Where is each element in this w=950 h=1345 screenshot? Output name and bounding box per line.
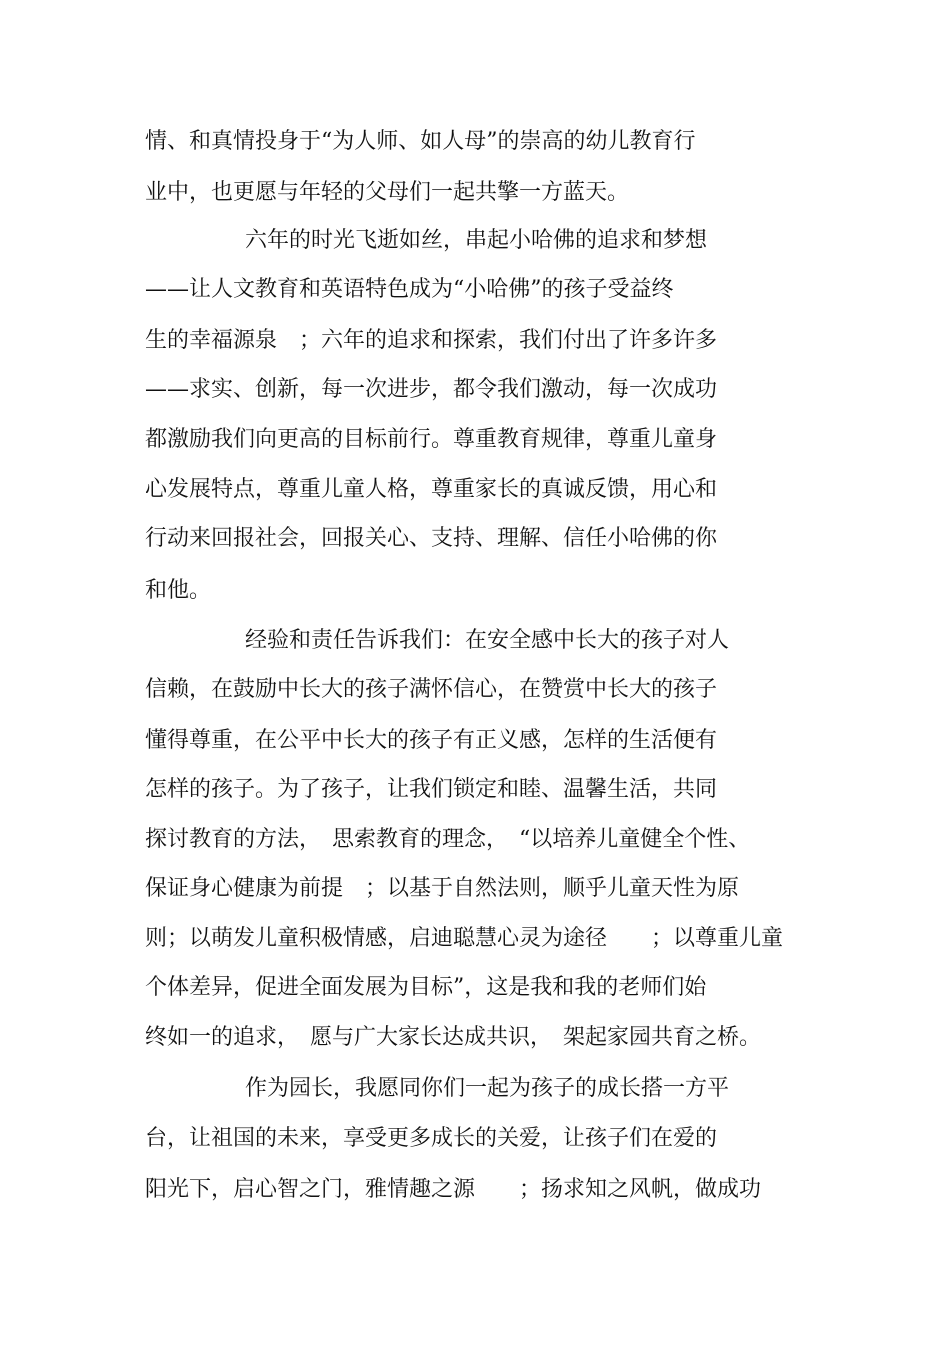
text-line: 台，让祖国的未来，享受更多成长的关爱，让孩子们在爱的 <box>145 1126 718 1151</box>
text-line: 怎样的孩子。为了孩子，让我们锁定和睦、温馨生活，共同 <box>145 777 718 802</box>
text-line: 懂得尊重，在公平中长大的孩子有正义感，怎样的生活便有 <box>145 728 718 753</box>
paragraph-first-line: 作为园长，我愿同你们一起为孩子的成长搭一方平 <box>245 1076 730 1101</box>
text-line: 则；以萌发儿童积极情感，启迪聪慧心灵为途径 ；以尊重儿童 <box>145 926 784 951</box>
text-line: 个体差异，促进全面发展为目标”，这是我和我的老师们始 <box>145 975 707 1000</box>
text-line: 和他。 <box>145 578 212 603</box>
paragraph-first-line: 六年的时光飞逝如丝，串起小哈佛的追求和梦想 <box>245 228 708 253</box>
text-line: 终如一的追求， 愿与广大家长达成共识， 架起家园共育之桥。 <box>145 1025 762 1050</box>
text-line: 阳光下，启心智之门，雅情趣之源 ；扬求知之风帆，做成功 <box>145 1177 762 1202</box>
text-line: 都激励我们向更高的目标前行。尊重教育规律，尊重儿童身 <box>145 427 718 452</box>
text-line: 情、和真情投身于“为人师、如人母”的崇高的幼儿教育行 <box>145 129 696 154</box>
text-line: 探讨教育的方法， 思索教育的理念， “以培养儿童健全个性、 <box>145 827 751 852</box>
text-line: 心发展特点，尊重儿童人格，尊重家长的真诚反馈，用心和 <box>145 477 718 502</box>
text-line: 行动来回报社会，回报关心、支持、理解、信任小哈佛的你 <box>145 526 718 551</box>
paragraph-first-line: 经验和责任告诉我们：在安全感中长大的孩子对人 <box>245 628 730 653</box>
text-line: ——让人文教育和英语特色成为“小哈佛”的孩子受益终 <box>145 277 674 302</box>
text-line: 生的幸福源泉 ；六年的追求和探索，我们付出了许多许多 <box>145 328 718 353</box>
text-line: 保证身心健康为前提 ；以基于自然法则，顺乎儿童天性为原 <box>145 876 740 901</box>
text-line: ——求实、创新，每一次进步，都令我们激动，每一次成功 <box>145 377 718 402</box>
text-line: 信赖，在鼓励中长大的孩子满怀信心，在赞赏中长大的孩子 <box>145 677 718 702</box>
text-line: 业中，也更愿与年轻的父母们一起共擎一方蓝天。 <box>145 180 630 205</box>
